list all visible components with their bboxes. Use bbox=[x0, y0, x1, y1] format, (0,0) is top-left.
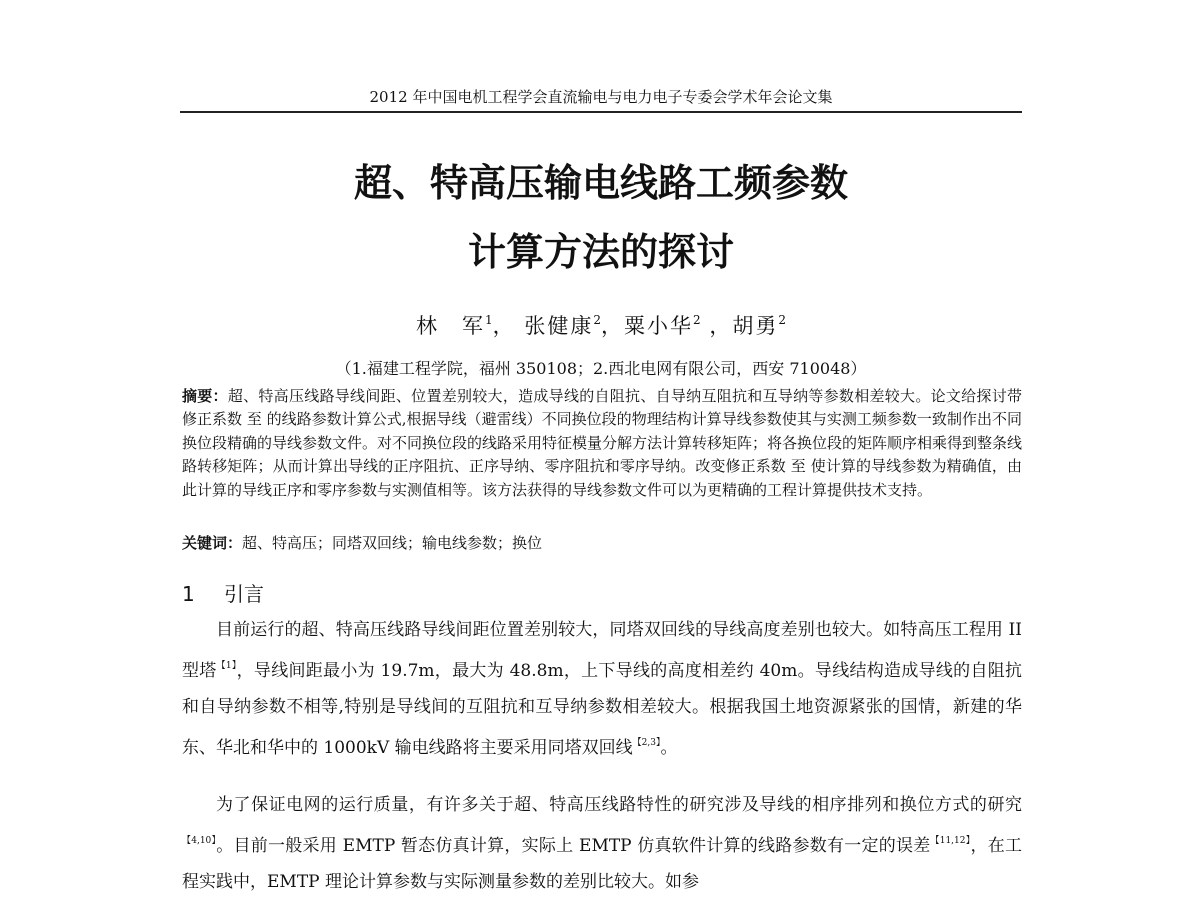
abstract-label: 摘要： bbox=[182, 387, 228, 405]
citation-ref: 【4,10】 bbox=[182, 836, 217, 846]
author-name: 粟小华 bbox=[624, 314, 693, 338]
keywords-label: 关键词： bbox=[182, 534, 243, 552]
section-title: 引言 bbox=[224, 582, 264, 606]
paragraph-text: 目前运行的超、特高压线路导线间距位置差别较大，同塔双回线的导线高度差别也较大。如特高压工程用 II 型塔 bbox=[182, 620, 1022, 681]
section-heading bbox=[182, 580, 582, 608]
paragraph-text: 为了保证电网的运行质量，有许多关于超、特高压线路特性的研究涉及导线的相序排列和换位方式的研究 bbox=[216, 795, 1022, 815]
affiliations: （1.福建工程学院，福州 350108；2.西北电网有限公司，西安 710048） bbox=[335, 359, 867, 378]
citation-ref: 【2,3】 bbox=[632, 738, 661, 748]
paragraph-text: 。目前一般采用 EMTP 暂态仿真计算，实际上 EMTP 仿真软件计算的线路参数有一定的误差 bbox=[216, 836, 931, 856]
abstract-text: 超、特高压线路导线间距、位置差别较大，造成导线的自阻抗、自导纳互阻抗和互导纳等参数相差较大。论文给探讨带修正系数 至 的线路参数计算公式,根据导线（避雷线）不同换位段的物理结构计算导线参数使其与实测工频参数一致制作出不同换位段精确的导线参数文件。对不同换位段的线路采用特征模量分解方法计算转移矩阵；将各换位段的矩阵顺序相乘得到整条线路转移矩阵；从而计算出导线的正序阻抗、正序导纳、零序阻抗和零序导纳。改变修正系数 至 使计算的导线参数为精确值，由此计算的导线正序和零序参数与实测值相等。该方法获得的导线参数文件可以为更精确的工程计算提供技术支持。 bbox=[182, 387, 1023, 499]
abstract bbox=[182, 385, 1022, 502]
running-header: 2012 年中国电机工程学会直流输电与电力电子专委会学术年会论文集 bbox=[369, 88, 833, 106]
paragraph-text: ，导线间距最小为 19.7m，最大为 48.8m，上下导线的高度相差约 40m。导线结构造成导线的自阻抗和自导纳参数不相等,特别是导线间的互阻抗和互导纳参数相差较大。根据我国土地资源紧张的国情，新建的华东、华北和华中的 1000kV 输电线路将主要采用同塔双回线 bbox=[182, 661, 1023, 758]
author-name: 胡勇 bbox=[732, 314, 779, 338]
citation-ref: 【1】 bbox=[216, 661, 237, 671]
author-name: 林 军 bbox=[416, 314, 486, 338]
body-paragraph-1 bbox=[182, 612, 1022, 766]
keywords bbox=[182, 531, 1022, 555]
author-affiliation-mark: 1 bbox=[485, 313, 493, 327]
author-list: 林 军$^1$， 张健康$^2$，粟小华$^2$ ，胡勇$^2$ bbox=[416, 313, 786, 338]
keywords-text: 超、特高压；同塔双回线；输电线参数；换位 bbox=[242, 534, 543, 552]
paper-title-line-2: 计算方法的探讨 bbox=[467, 230, 734, 274]
paper-title-line-1: 超、特高压输电线路工频参数 bbox=[353, 161, 848, 205]
body-paragraph-2 bbox=[182, 787, 1022, 900]
paragraph-text: 。 bbox=[660, 738, 678, 758]
author-name: 张健康 bbox=[524, 314, 594, 338]
author-affiliation-mark: 2 bbox=[593, 313, 601, 327]
header-rule bbox=[180, 111, 1022, 113]
paragraph-text: ，在工程实践中，EMTP 理论计算参数与实际测量参数的差别比较大。如参 bbox=[182, 836, 1022, 892]
author-affiliation-mark: 2 bbox=[693, 313, 701, 327]
author-affiliation-mark: 2 bbox=[778, 313, 786, 327]
section-number: 1 bbox=[182, 582, 195, 606]
citation-ref: 【11,12】 bbox=[930, 836, 971, 846]
